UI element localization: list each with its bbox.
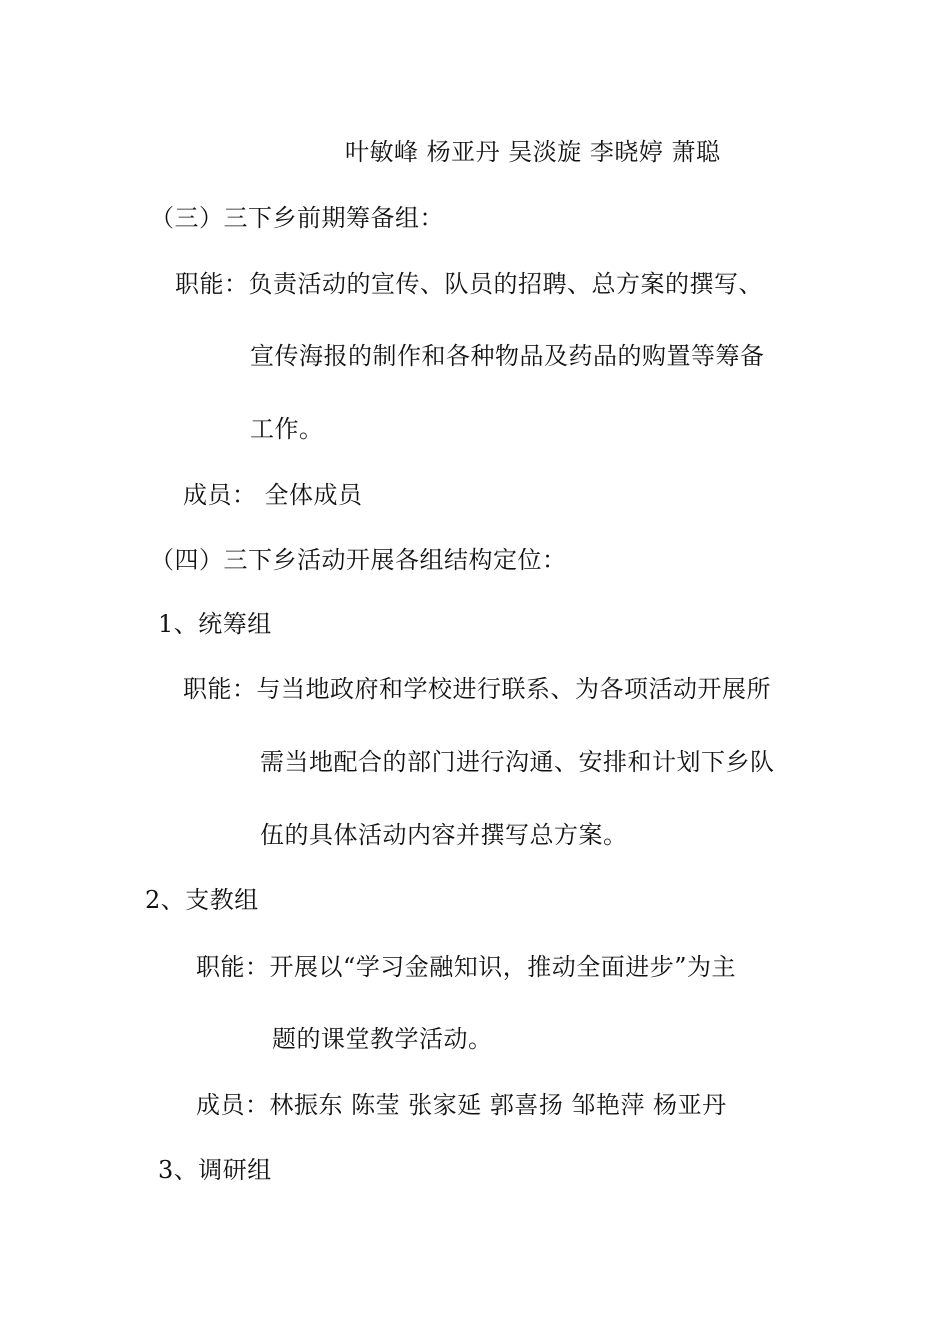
group-1-duty-line-3: 伍的具体活动内容并撰写总方案。 — [260, 821, 628, 849]
members-value: 林振东 陈莹 张家延 郭喜扬 邹艳萍 杨亚丹 — [269, 1091, 727, 1119]
members-label: 成员： — [196, 1091, 270, 1119]
section-3-duty-line-1 — [175, 268, 763, 300]
group-3-title: 3、调研组 — [158, 1156, 272, 1184]
duty-text: 负责活动的宣传、队员的招聘、总方案的撰写、 — [248, 270, 763, 298]
group-1-duty-line-1 — [183, 673, 771, 705]
duty-label: 职能： — [175, 270, 249, 298]
group-2-title: 2、支教组 — [145, 886, 259, 914]
members-value: 全体成员 — [264, 481, 363, 509]
section-4-heading: （四）三下乡活动开展各组结构定位： — [150, 546, 567, 574]
duty-label: 职能： — [196, 953, 270, 981]
group-1-duty-line-2: 需当地配合的部门进行沟通、安排和计划下乡队 — [260, 748, 775, 776]
section-3-duty-line-3: 工作。 — [250, 415, 324, 443]
duty-text: 与当地政府和学校进行联系、为各项活动开展所 — [256, 675, 771, 703]
group-2-duty-line-1 — [196, 951, 736, 983]
section-3-heading: （三）三下乡前期筹备组： — [150, 204, 444, 232]
duty-text: 开展以“学习金融知识，推动全面进步”为主 — [269, 953, 737, 981]
section-3-duty-line-2: 宣传海报的制作和各种物品及药品的购置等筹备 — [250, 342, 765, 370]
group-2-duty-line-2: 题的课堂教学活动。 — [272, 1025, 493, 1053]
members-list-top: 叶敏峰 杨亚丹 吴淡旋 李晓婷 萧聪 — [345, 138, 721, 166]
duty-label: 职能： — [183, 675, 257, 703]
section-3-members — [183, 479, 363, 511]
group-2-members — [196, 1089, 727, 1121]
members-label: 成员： — [183, 481, 257, 509]
group-1-title: 1、统筹组 — [158, 610, 272, 638]
